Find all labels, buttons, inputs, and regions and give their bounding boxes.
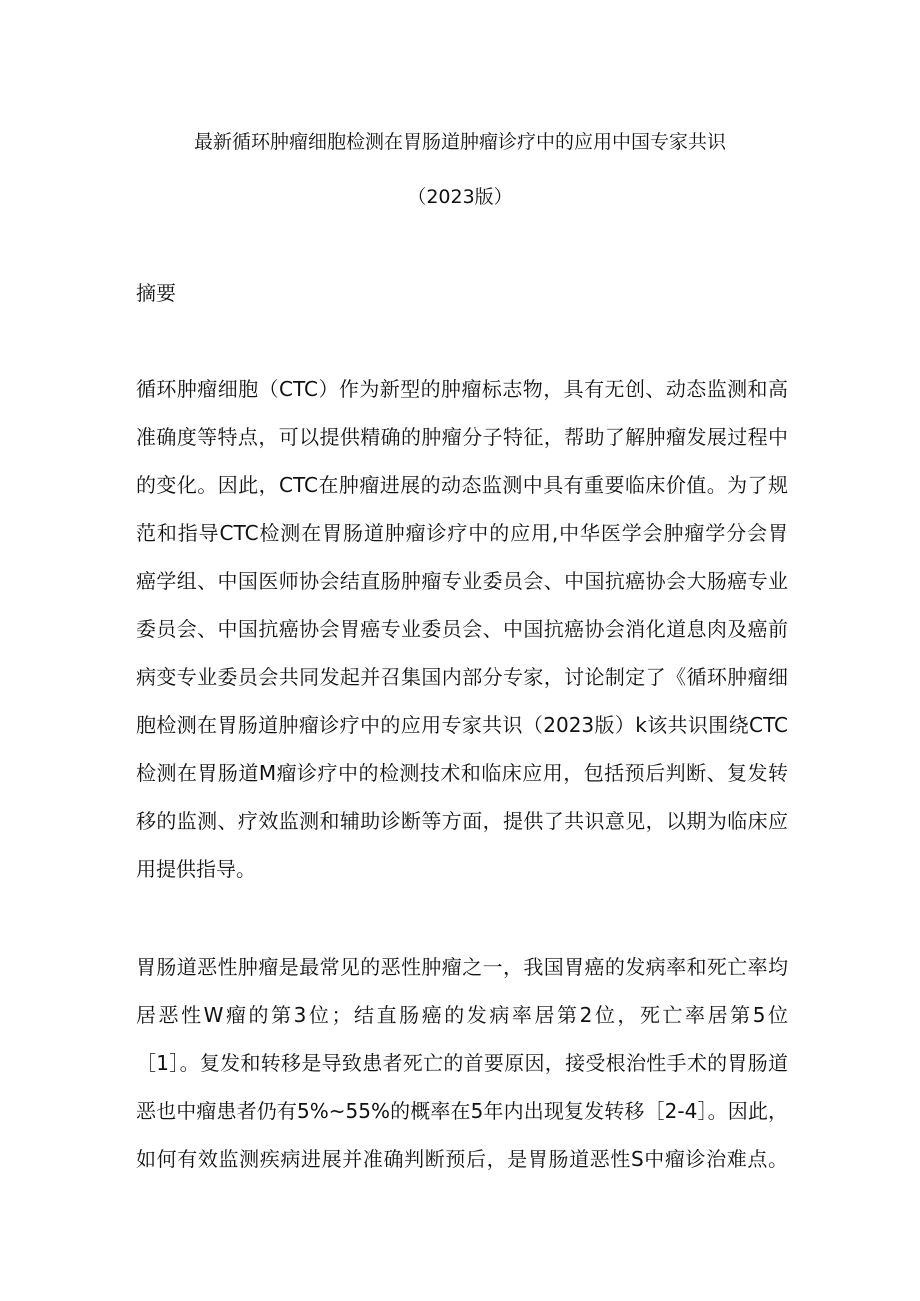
paragraph-line: 居恶性W瘤的第3位；结直肠癌的发病率居第2位，死亡率居第5位 xyxy=(136,1003,788,1027)
paragraph-line: 委员会、中国抗癌协会胃癌专业委员会、中国抗癌协会消化道息肉及癌前 xyxy=(136,617,788,641)
paragraph-line: 循环肿瘤细胞（CTC）作为新型的肿瘤标志物，具有无创、动态监测和高 xyxy=(136,377,788,401)
paragraph-line: 病变专业委员会共同发起并召集国内部分专家，讨论制定了《循环肿瘤细 xyxy=(136,665,788,689)
paragraph-line: 检测在胃肠道M瘤诊疗中的检测技术和临床应用，包括预后判断、复发转 xyxy=(136,761,788,785)
paragraph-line: ［1］。复发和转移是导致患者死亡的首要原因，接受根治性手术的胃肠道 xyxy=(136,1051,788,1075)
paragraph-line: 癌学组、中国医师协会结直肠肿瘤专业委员会、中国抗癌协会大肠癌专业 xyxy=(136,569,788,593)
paragraph-line: 的变化。因此，CTC在肿瘤进展的动态监测中具有重要临床价值。为了规 xyxy=(136,473,788,497)
document-edition: （2023版） xyxy=(407,186,513,208)
paragraph-line: 移的监测、疗效监测和辅助诊断等方面，提供了共识意见，以期为临床应 xyxy=(136,809,788,833)
paragraph-line: 用提供指导。 xyxy=(136,857,256,881)
paragraph-line: 准确度等特点，可以提供精确的肿瘤分子特征，帮助了解肿瘤发展过程中 xyxy=(136,425,788,449)
paragraph-line: 恶也中瘤患者仍有5%~55%的概率在5年内出现复发转移［2-4］。因此， xyxy=(136,1099,788,1123)
section-heading-abstract: 摘要 xyxy=(136,281,176,305)
paragraph-line: 如何有效监测疾病进展并准确判断预后，是胃肠道恶性S中瘤诊治难点。 xyxy=(136,1147,788,1171)
paragraph-line: 范和指导CTC检测在胃肠道肿瘤诊疗中的应用,中华医学会肿瘤学分会胃 xyxy=(136,521,788,545)
document-title: 最新循环肿瘤细胞检测在胃肠道肿瘤诊疗中的应用中国专家共识 xyxy=(193,131,726,153)
paragraph-line: 胃肠道恶性肿瘤是最常见的恶性肿瘤之一，我国胃癌的发病率和死亡率均 xyxy=(136,955,788,979)
paragraph-line: 胞检测在胃肠道肿瘤诊疗中的应用专家共识（2023版）k该共识围绕CTC xyxy=(136,713,788,737)
